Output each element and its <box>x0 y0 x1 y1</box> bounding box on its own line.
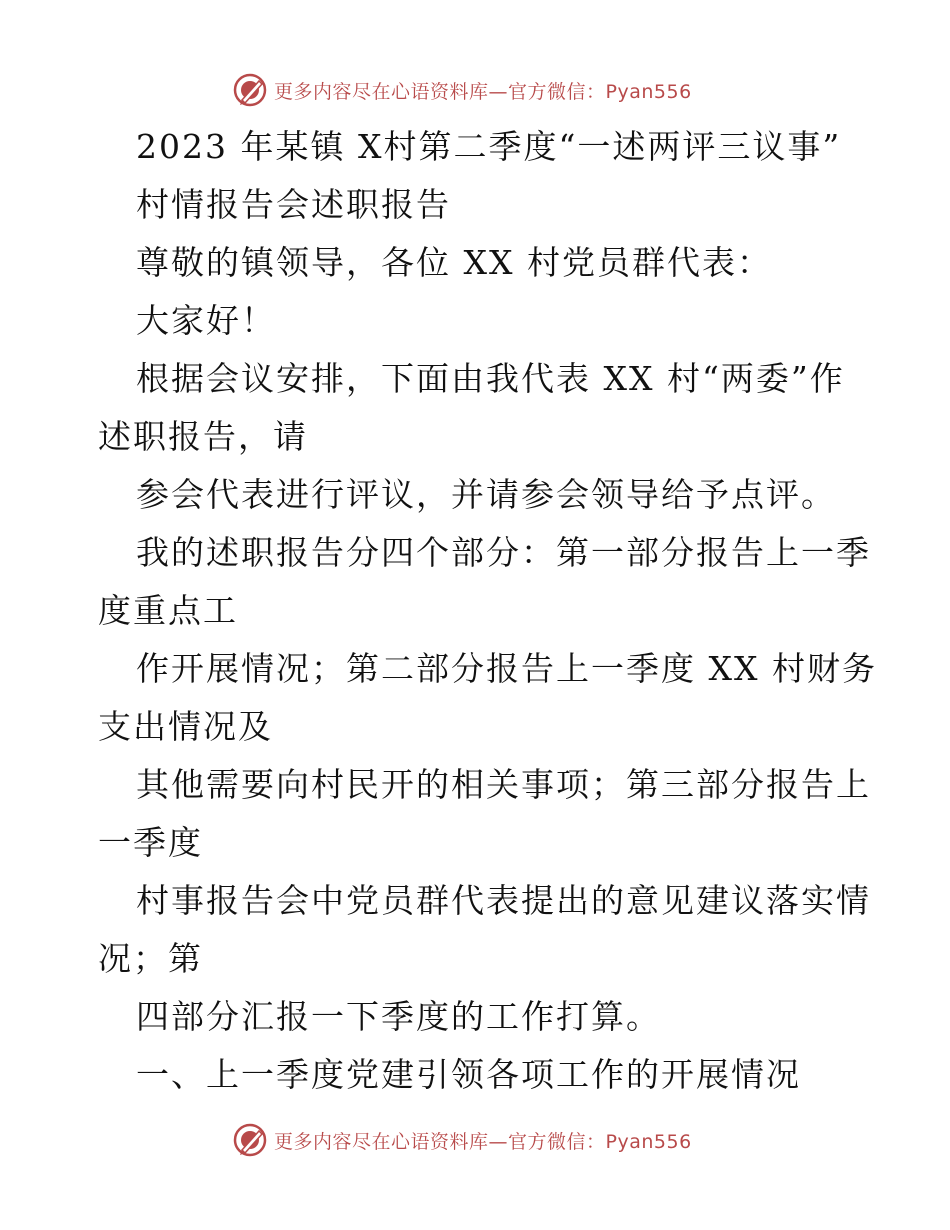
doc-line: 我的述职报告分四个部分：第一部分报告上一季 <box>136 533 871 572</box>
footer-watermark <box>232 1120 692 1160</box>
watermark-text: 更多内容尽在心语资料库—官方微信：Pyan556 <box>274 1130 692 1153</box>
doc-line: 2023 年某镇 X村第二季度“一述两评三议事” <box>136 127 842 166</box>
doc-line: 况；第 <box>98 939 203 978</box>
header-watermark <box>232 70 692 110</box>
doc-line: 参会代表进行评议，并请参会领导给予点评。 <box>136 475 836 514</box>
doc-line: 村情报告会述职报告 <box>136 185 451 224</box>
doc-line: 述职报告，请 <box>98 417 308 456</box>
doc-line: 尊敬的镇领导，各位 XX 村党员群代表： <box>136 243 772 282</box>
doc-line: 作开展情况；第二部分报告上一季度 XX 村财务 <box>136 649 877 688</box>
doc-line: 度重点工 <box>98 591 238 630</box>
doc-line: 四部分汇报一下季度的工作打算。 <box>136 997 661 1036</box>
doc-line: 一、上一季度党建引领各项工作的开展情况 <box>136 1055 801 1094</box>
watermark-text: 更多内容尽在心语资料库—官方微信：Pyan556 <box>274 80 692 103</box>
pen-logo-icon <box>232 1122 268 1158</box>
doc-line: 根据会议安排，下面由我代表 XX 村“两委”作 <box>136 359 845 398</box>
doc-line: 一季度 <box>98 823 203 862</box>
doc-line: 其他需要向村民开的相关事项；第三部分报告上 <box>136 765 871 804</box>
doc-line: 大家好！ <box>136 301 276 340</box>
doc-line: 支出情况及 <box>98 707 273 746</box>
doc-line: 村事报告会中党员群代表提出的意见建议落实情 <box>136 881 871 920</box>
pen-logo-icon <box>232 72 268 108</box>
document-body <box>98 118 877 1104</box>
